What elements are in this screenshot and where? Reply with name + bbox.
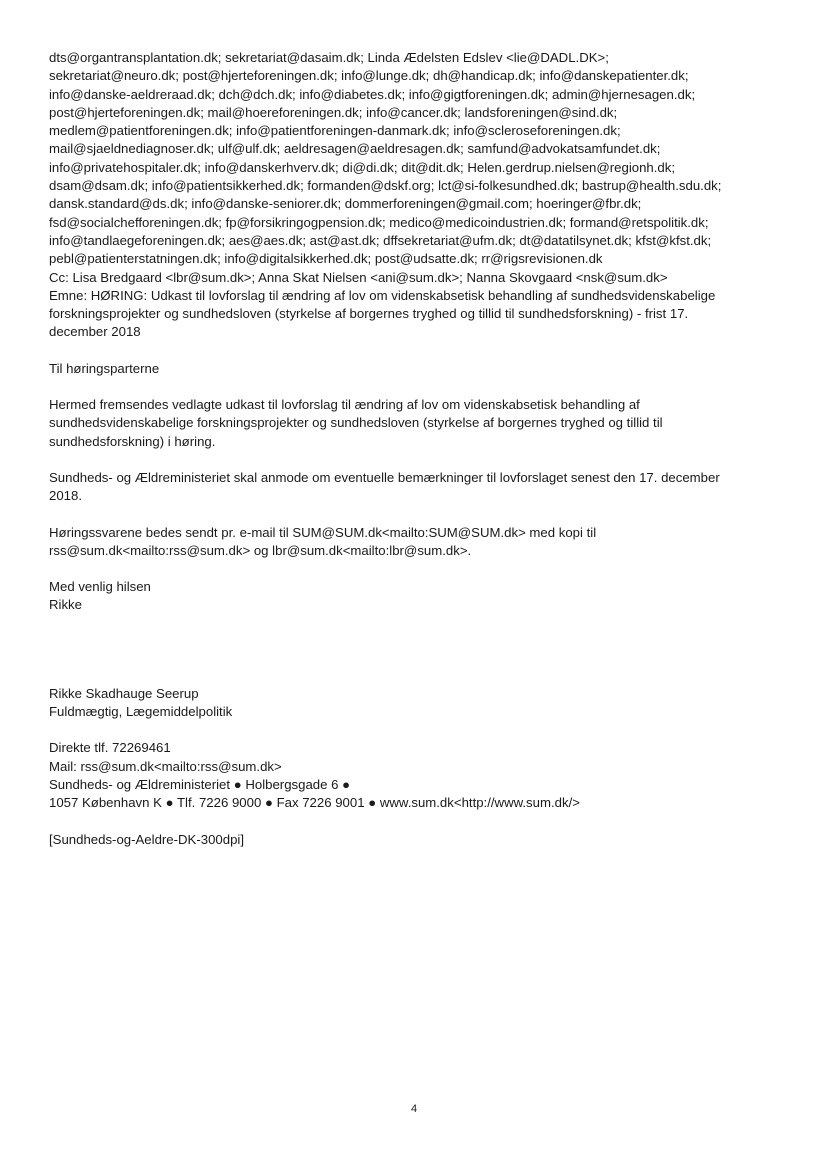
recipients-line: post@hjerteforeningen.dk; mail@hoereforeningen.dk; info@cancer.dk; landsforeningen@sind.dk; (49, 104, 618, 120)
recipients-line: fsd@socialchefforeningen.dk; fp@forsikringogpension.dk; medico@medicoindustrien.dk; formand@retspolitik.dk; (49, 214, 709, 230)
recipients-line: dsam@dsam.dk; info@patientsikkerhed.dk; formanden@dskf.org; lct@si-folkesundhed.dk; bastrup@health.sdu.dk; (49, 178, 722, 194)
signature-phone: Direkte tlf. 72269461 (49, 740, 171, 756)
recipients-line: sekretariat@neuro.dk; post@hjerteforeningen.dk; info@lunge.dk; dh@handicap.dk; info@danskepatienter.dk; (49, 68, 689, 84)
recipients-line: info@danske-aeldreraad.dk; dch@dch.dk; info@diabetes.dk; info@gigtforeningen.dk; admin@hjernesagen.dk; (49, 86, 696, 102)
recipients-line: info@tandlaegeforeningen.dk; aes@aes.dk; ast@ast.dk; dffsekretariat@ufm.dk; dt@datatilsynet.dk; kfst@kfst.dk; (49, 232, 712, 248)
signature-image-placeholder: [Sundheds-og-Aeldre-DK-300dpi] (49, 831, 244, 847)
recipients-line: info@privatehospitaler.dk; info@danskerhverv.dk; di@di.dk; dit@dit.dk; Helen.gerdrup.nielsen@regionh.dk; (49, 159, 676, 175)
closing-name: Rikke (49, 597, 82, 613)
subject-line: forskningsprojekter og sundhedsloven (styrkelse af borgernes tryghed og tillid til sundhedsforskning) - frist 17. (49, 306, 689, 322)
recipients-line: dansk.standard@ds.dk; info@danske-seniorer.dk; dommerforeningen@gmail.com; hoeringer@fbr.dk; (49, 196, 642, 212)
paragraph-line: Hermed fremsendes vedlagte udkast til lovforslag til ændring af lov om videnskabsetisk behandling af (49, 397, 640, 413)
paragraph-line: Høringssvarene bedes sendt pr. e-mail til SUM@SUM.dk<mailto:SUM@SUM.dk> med kopi til (49, 524, 597, 540)
paragraph-intro (49, 396, 779, 451)
signature-name: Rikke Skadhauge Seerup (49, 685, 199, 701)
paragraph-reply (49, 524, 779, 561)
closing: Med venlig hilsen (49, 579, 151, 595)
paragraph-line: rss@sum.dk<mailto:rss@sum.dk> og lbr@sum.dk<mailto:lbr@sum.dk>. (49, 542, 472, 558)
signature-address: Sundheds- og Ældreministeriet ● Holbergsgade 6 ● (49, 776, 351, 792)
paragraph-line: sundhedsforskning) i høring. (49, 433, 216, 449)
paragraph-line: 2018. (49, 488, 83, 504)
paragraph-line: sundhedsvidenskabelige forskningsprojekter og sundhedsloven (styrkelse af borgernes tryghed og tillid til (49, 415, 663, 431)
subject (49, 287, 779, 342)
email-signature (49, 685, 779, 849)
recipients-line: medlem@patientforeningen.dk; info@patientforeningen-danmark.dk; info@scleroseforeningen.dk; (49, 123, 621, 139)
paragraph-deadline (49, 469, 779, 506)
page-number: 4 (410, 1103, 418, 1115)
signature-address: 1057 København K ● Tlf. 7226 9000 ● Fax 7226 9001 ● www.sum.dk<http://www.sum.dk/> (49, 795, 580, 811)
subject-line: december 2018 (49, 324, 141, 340)
email-document (49, 49, 779, 849)
signature-title: Fuldmægtig, Lægemiddelpolitik (49, 704, 233, 720)
signature-mail: Mail: rss@sum.dk<mailto:rss@sum.dk> (49, 758, 282, 774)
recipients-list (49, 49, 779, 269)
paragraph-line: Sundheds- og Ældreministeriet skal anmode om eventuelle bemærkninger til lovforslaget senest den 17. december (49, 469, 720, 485)
recipients-line: dts@organtransplantation.dk; sekretariat@dasaim.dk; Linda Ædelsten Edslev <lie@DADL.DK>; (49, 50, 609, 65)
subject-line: Emne: HØRING: Udkast til lovforslag til ændring af lov om videnskabsetisk behandling af sundhedsvidenskabelige (49, 287, 716, 303)
recipients-line: mail@sjaeldnediagnoser.dk; ulf@ulf.dk; aeldresagen@aeldresagen.dk; samfund@advokatsamfundet.dk; (49, 141, 661, 157)
recipients-line: pebl@patienterstatningen.dk; info@digitalsikkerhed.dk; post@udsatte.dk; rr@rigsrevisionen.dk (49, 251, 603, 267)
greeting: Til høringsparterne (49, 360, 160, 376)
cc-line: Cc: Lisa Bredgaard <lbr@sum.dk>; Anna Skat Nielsen <ani@sum.dk>; Nanna Skovgaard <nsk@sum.dk> (49, 269, 668, 285)
